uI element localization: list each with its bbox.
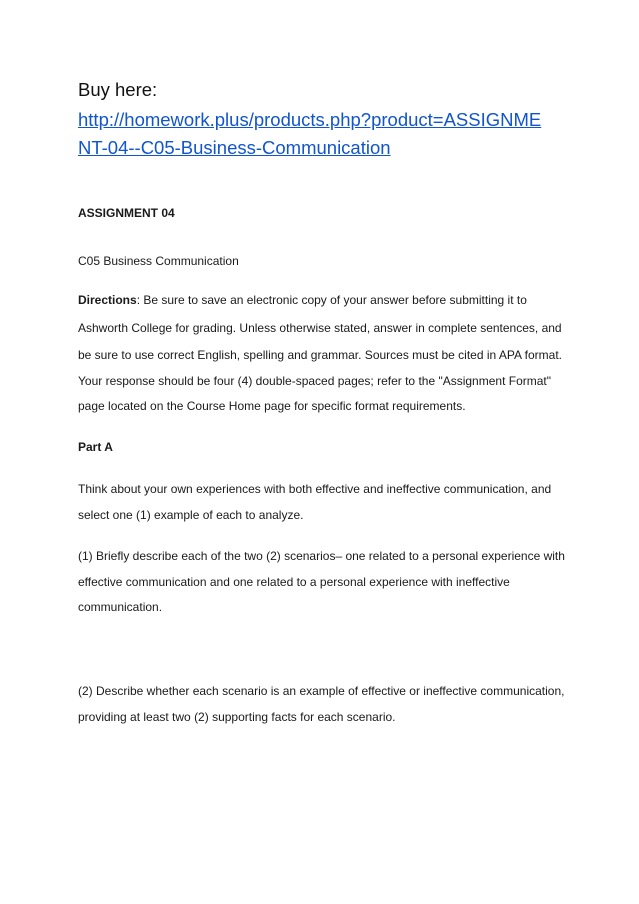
directions-line-3: be sure to use correct English, spelling and grammar. Sources must be cited in APA format.	[78, 348, 563, 362]
question-2-line-2: providing at least two (2) supporting facts for each scenario.	[78, 710, 396, 724]
buy-here-label: Buy here:	[78, 79, 158, 100]
product-link-line-1[interactable]: http://homework.plus/products.php?product=ASSIGNME	[78, 109, 542, 130]
directions-line-4: Your response should be four (4) double-spaced pages; refer to the "Assignment Format"	[78, 374, 552, 388]
directions-line-1	[78, 292, 527, 308]
part-a-heading: Part A	[78, 440, 113, 454]
course-name: C05 Business Communication	[78, 254, 239, 268]
question-2-line-1: (2) Describe whether each scenario is an example of effective or ineffective communication,	[78, 684, 565, 698]
question-1-line-2: effective communication and one related to a personal experience with ineffective	[78, 575, 510, 589]
question-1-line-1: (1) Briefly describe each of the two (2) scenarios– one related to a personal experience with	[78, 549, 565, 563]
product-link[interactable]	[78, 106, 598, 162]
directions-line-1-text: : Be sure to save an electronic copy of your answer before submitting it to	[136, 293, 527, 307]
product-link-line-2[interactable]: NT-04--C05-Business-Communication	[78, 137, 391, 158]
intro-line-2: select one (1) example of each to analyze.	[78, 508, 304, 522]
intro-line-1: Think about your own experiences with both effective and ineffective communication, and	[78, 482, 552, 496]
assignment-title: ASSIGNMENT 04	[78, 206, 175, 220]
directions-line-2: Ashworth College for grading. Unless otherwise stated, answer in complete sentences, and	[78, 321, 562, 335]
directions-label: Directions	[78, 293, 137, 307]
question-1-line-3: communication.	[78, 600, 163, 614]
directions-line-5: page located on the Course Home page for specific format requirements.	[78, 399, 466, 413]
